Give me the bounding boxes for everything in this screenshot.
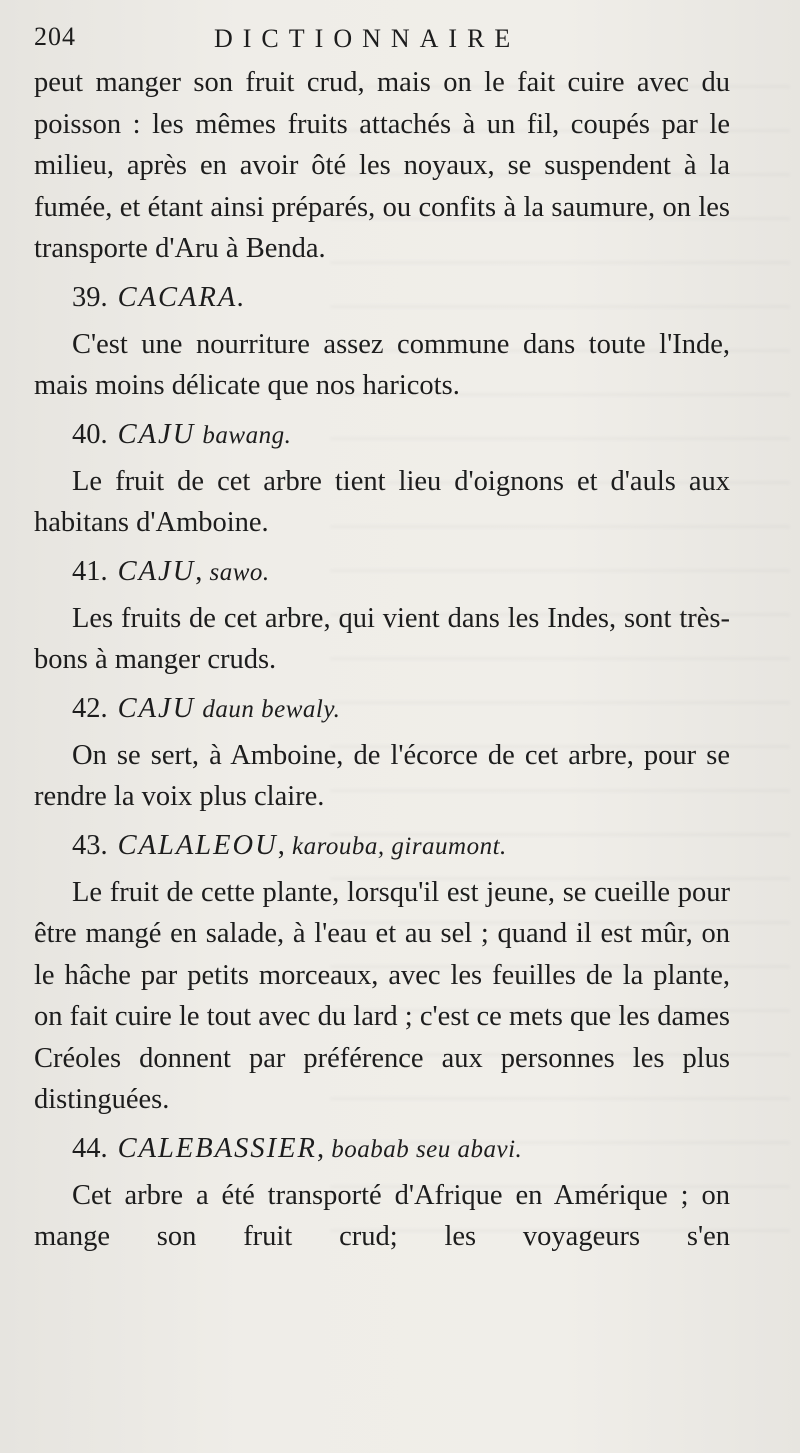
- intro-paragraph: peut manger son fruit crud, mais on le fait cuire avec du poisson : les mêmes fruits attachés à un fil, coupés par le milieu, après en avoir ôté les noyaux, se suspendent à la fumée, et étant ainsi préparés, ou confits à la saumure, on les transporte d'Aru à Benda.: [34, 67, 730, 264]
- page-header: [34, 22, 764, 62]
- page-body: [34, 62, 730, 1258]
- entry-heading-44: [34, 1128, 730, 1170]
- entry-separator: ,: [277, 829, 292, 861]
- entry-text-44: Cet arbre a été transporté d'Afrique en Amérique ; on mange son fruit crud; les voyageurs s'en: [34, 1179, 730, 1252]
- entry-number: 39.: [72, 281, 108, 313]
- entry-alt-name: sawo.: [209, 558, 270, 586]
- entry-number: 42.: [72, 692, 108, 724]
- entry-name: CAJU: [117, 692, 196, 724]
- entry-heading-43: [34, 825, 730, 867]
- entry-heading-42: [34, 688, 730, 730]
- entry-alt-name: boabab seu abavi.: [331, 1135, 523, 1163]
- entry-name: CAJU: [117, 418, 196, 450]
- entry-separator: ,: [316, 1132, 332, 1164]
- entry-text-41: Les fruits de cet arbre, qui vient dans les Indes, sont très-bons à manger cruds.: [34, 602, 730, 675]
- entry-name: CACARA.: [117, 281, 247, 313]
- running-head: DICTIONNAIRE: [214, 24, 521, 53]
- entry-heading-41: [34, 551, 730, 593]
- entry-name: CALALEOU: [117, 829, 278, 861]
- entry-alt-name: karouba, giraumont.: [291, 832, 507, 860]
- entry-number: 43.: [72, 829, 108, 861]
- entry-text-42: On se sert, à Amboine, de l'écorce de cet arbre, pour se rendre la voix plus claire.: [34, 739, 730, 812]
- entry-text-43: Le fruit de cette plante, lorsqu'il est jeune, se cueille pour être mangé en salade, à l'eau et au sel ; quand il est mûr, on le hâche par petits morceaux, avec les feuilles de la plante, on fait cuire le tout avec du lard ; c'est ce mets que les dames Créoles donnent par préférence aux personnes les plus distinguées.: [34, 876, 730, 1115]
- entry-text-39: C'est une nourriture assez commune dans toute l'Inde, mais moins délicate que nos haricots.: [34, 328, 730, 401]
- entry-number: 40.: [72, 418, 108, 450]
- page-number: 204: [34, 22, 76, 51]
- entry-number: 41.: [72, 555, 108, 587]
- entry-separator: ,: [195, 555, 210, 587]
- entry-heading-39: [34, 277, 730, 319]
- entry-text-40: Le fruit de cet arbre tient lieu d'oignons et d'auls aux habitans d'Amboine.: [34, 465, 730, 538]
- entry-number: 44.: [72, 1132, 108, 1164]
- entry-alt-name: daun bewaly.: [202, 695, 341, 723]
- entry-name: CALEBASSIER: [117, 1132, 317, 1164]
- entry-heading-40: [34, 414, 730, 456]
- entry-alt-name: bawang.: [202, 421, 292, 449]
- entry-name: CAJU: [117, 555, 196, 587]
